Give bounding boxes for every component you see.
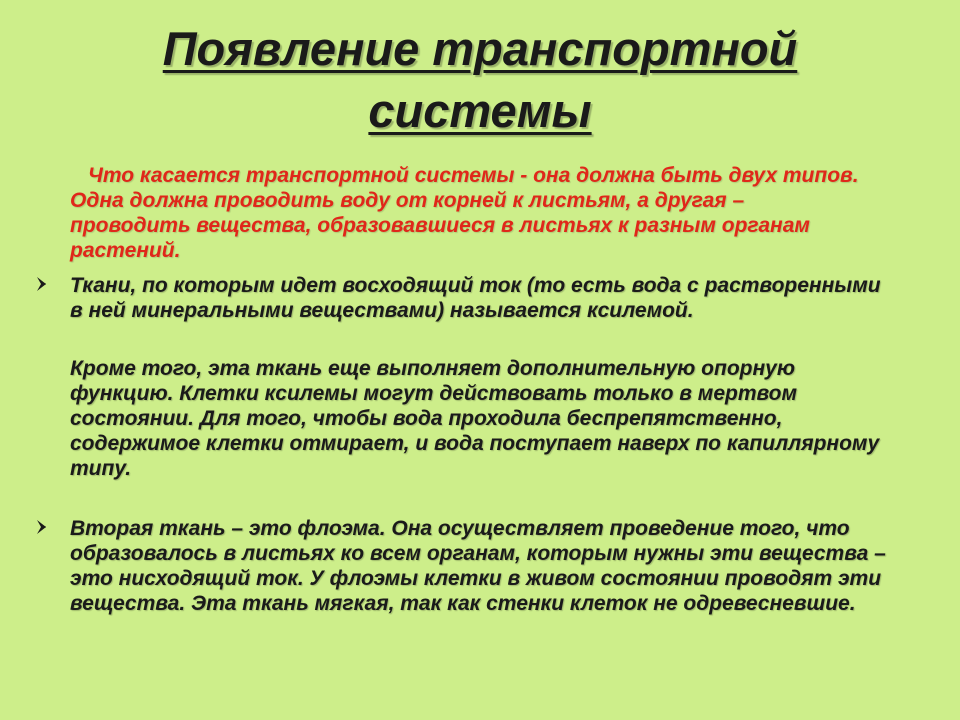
bullet-phloem [70, 516, 890, 616]
arrow-checkmark-icon [34, 273, 56, 298]
bullet-xylem [70, 273, 890, 323]
title-line-1: Появление транспортной [162, 22, 798, 75]
title-line-2: системы [368, 84, 592, 137]
arrow-checkmark-icon [34, 516, 56, 541]
intro-paragraph: Что касается транспортной системы - она должна быть двух типов. Одна должна проводить воду от корней к листьям, а другая – проводить вещества, образовавшиеся в листьях к разным органам растений. [70, 164, 859, 262]
slide-title [40, 18, 920, 142]
bullet-phloem-text: Вторая ткань – это флоэма. Она осуществляет проведение того, что образовалось в листьях ко всем органам, которым нужны эти вещества – это нисходящий ток. У флоэмы клетки в живом состоянии проводят эти вещества. Эта ткань мягкая, так как стенки клеток не одревесневшие. [70, 517, 886, 615]
bullet-xylem-text: Ткани, по которым идет восходящий ток (то есть вода с растворенными в ней минеральными веществами) называется ксилемой. [70, 274, 881, 322]
xylem-details-paragraph: Кроме того, эта ткань еще выполняет дополнительную опорную функцию. Клетки ксилемы могут действовать только в мертвом состоянии. Для того, чтобы вода проходила беспрепятственно, содержимое клетки отмирает, и вода поступает наверх по капиллярному типу. [70, 357, 880, 480]
